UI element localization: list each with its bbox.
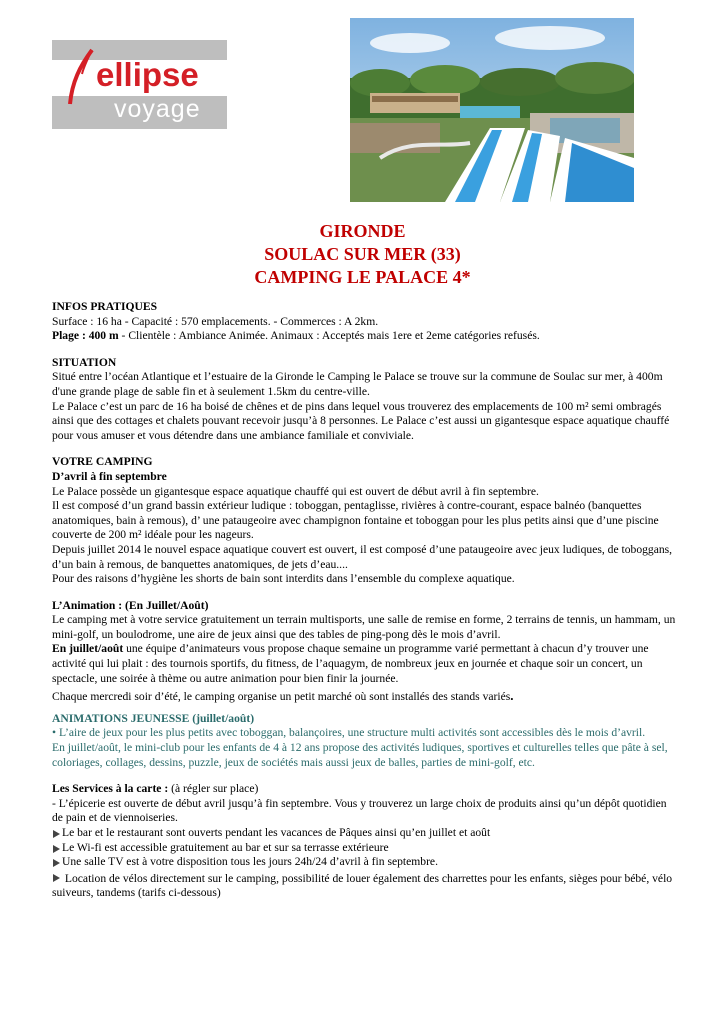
services-list-item xyxy=(52,870,677,901)
animation-market-period: . xyxy=(510,688,514,704)
animation-heading: L’Animation : (En Juillet/Août) xyxy=(52,598,209,612)
services-heading-label: Les Services à la carte : xyxy=(52,782,169,796)
title-line-region: GIRONDE xyxy=(319,221,406,241)
services-item-text: Une salle TV est à votre disposition tous les jours 24h/24 d’avril à fin septembre. xyxy=(62,855,438,869)
animation-paragraph-2 xyxy=(52,642,677,686)
services-item-text: Le bar et le restaurant sont ouverts pendant les vacances de Pâques ainsi qu’en juillet et août xyxy=(62,826,491,839)
situation-paragraph-1: Situé entre l’océan Atlantique et l’estuaire de la Gironde le Camping le Palace se trouve sur la commune de Soulac sur mer, à 400m d'une grande plage de sable fin et à seulement 1.5km du centre-ville. xyxy=(52,370,663,398)
logo-word-voyage: voyage xyxy=(114,95,201,123)
jeunesse-heading: ANIMATIONS JEUNESSE (juillet/août) xyxy=(52,711,255,725)
animation-market-text: Chaque mercredi soir d’été, le camping organise un petit marché où sont installés des stands variés xyxy=(52,690,511,704)
camping-heading: VOTRE CAMPING xyxy=(52,455,153,469)
arrow-bullet-icon xyxy=(52,844,62,854)
services-heading-note: (à régler sur place) xyxy=(168,782,259,796)
situation-heading: SITUATION xyxy=(52,355,117,369)
situation-paragraph-2: Le Palace c’est un parc de 16 ha boisé de chênes et de pins dans lequel vous trouverez des emplacements de 100 m² semi ombragés ainsi que des cottages et chalets pouvant recevoir jusqu’à 8 personnes. Le Palace c’est aussi un gigantesque espace aquatique chauffé pour vous amuser et vous détendre dans une ambiance familiale et conviviale. xyxy=(52,399,670,442)
camping-paragraph-3: Depuis juillet 2014 le nouvel espace aquatique couvert est ouvert, il est composé d’une pataugeoire avec jeux ludiques, de toboggans, d’un bain à remous, de banquettes anatomiques, de jets d’eau.... xyxy=(52,542,673,571)
services-list-item xyxy=(52,855,677,870)
services-item-text: Location de vélos directement sur le camping, possibilité de louer également des charrettes pour les enfants, sièges pour bébé, vélo suiveurs, tandems (tarifs ci-dessous) xyxy=(52,871,673,900)
arrow-bullet-icon xyxy=(52,829,62,839)
animation-paragraph-2-rest: une équipe d’animateurs vous propose chaque semaine un programme varié permettant à chacun d’y trouver une activité qui lui plait : des tournois sportifs, du fitness, de l’aquagym, de nombreux jeux en journée et chaque soir un concert, un spectacle, une soirée à thème ou autre animation pour bien finir la journée. xyxy=(52,642,649,685)
animation-paragraph-1: Le camping met à votre service gratuitement un terrain multisports, une salle de remise en forme, 2 terrains de tennis, un hammam, un mini-golf, un boulodrome, une aire de jeux ainsi que des tables de ping-pong dès le mois d’avril. xyxy=(52,613,676,641)
infos-line-2-rest: - Clientèle : Ambiance Animée. Animaux : Acceptés mais 1ere et 2eme catégories refusés. xyxy=(118,329,540,343)
services-list-item xyxy=(52,841,677,856)
services-item-text: Le Wi-fi est accessible gratuitement au bar et sur sa terrasse extérieure xyxy=(62,840,389,854)
services-list-item xyxy=(52,826,677,841)
camping-paragraph-4: Pour des raisons d’hygiène les shorts de bain sont interdits dans l’ensemble du complexe aquatique. xyxy=(52,572,515,586)
animation-paragraph-3 xyxy=(52,689,677,705)
infos-beach-label: Plage : 400 m xyxy=(52,329,119,343)
page-title xyxy=(0,220,725,289)
title-line-camping: CAMPING LE PALACE 4* xyxy=(254,267,471,287)
camping-paragraph-1: Le Palace possède un gigantesque espace aquatique chauffé qui est ouvert de début avril à fin septembre. xyxy=(52,484,539,498)
jeunesse-paragraph-2: En juillet/août, le mini-club pour les enfants de 4 à 12 ans propose des activités ludiques, sportives et culturelles telles que pâte à sel, coloriages, collages, dessins, puzzle, jeux de sociétés mais aussi jeux de balles, parties de mini-golf, etc. xyxy=(52,741,668,769)
camping-subheading: D’avril à fin septembre xyxy=(52,469,167,483)
jeunesse-paragraph-1: • L’aire de jeux pour les plus petits avec toboggan, balançoires, une structure multi activités sont accessibles dès le mois d’avril. xyxy=(52,726,646,740)
arrow-bullet-icon xyxy=(52,858,62,868)
infos-heading: INFOS PRATIQUES xyxy=(52,300,158,313)
services-heading xyxy=(52,782,677,797)
waterpark-photo xyxy=(350,18,634,202)
animation-summer-label: En juillet/août xyxy=(52,642,124,656)
waterpark-photo-image xyxy=(350,18,634,202)
infos-line-1: Surface : 16 ha - Capacité : 570 emplacements. - Commerces : A 2km. xyxy=(52,314,379,328)
camping-paragraph-2: Il est composé d’un grand bassin extérieur ludique : toboggan, pentaglisse, rivières à contre-courant, espace balnéo (banquettes anatomiques, bain à remous), d’ une pataugeoire avec champignon fontaine et toboggan pour les plus petits ainsi que d’une piscine couverte de 200 m² idéale pour les nageurs. xyxy=(52,499,659,542)
logo-word-ellipse: ellipse xyxy=(96,56,199,93)
document-body xyxy=(52,300,677,901)
ellipse-voyage-logo xyxy=(52,40,227,129)
services-paragraph-1: - L’épicerie est ouverte de début avril jusqu’à fin septembre. Vous y trouverez un large choix de produits ainsi qu’un dépôt quotidien de pain et de viennoiseries. xyxy=(52,796,667,825)
infos-line-2 xyxy=(52,329,677,344)
title-line-town: SOULAC SUR MER (33) xyxy=(264,244,461,264)
arrow-bullet-icon xyxy=(52,873,62,883)
